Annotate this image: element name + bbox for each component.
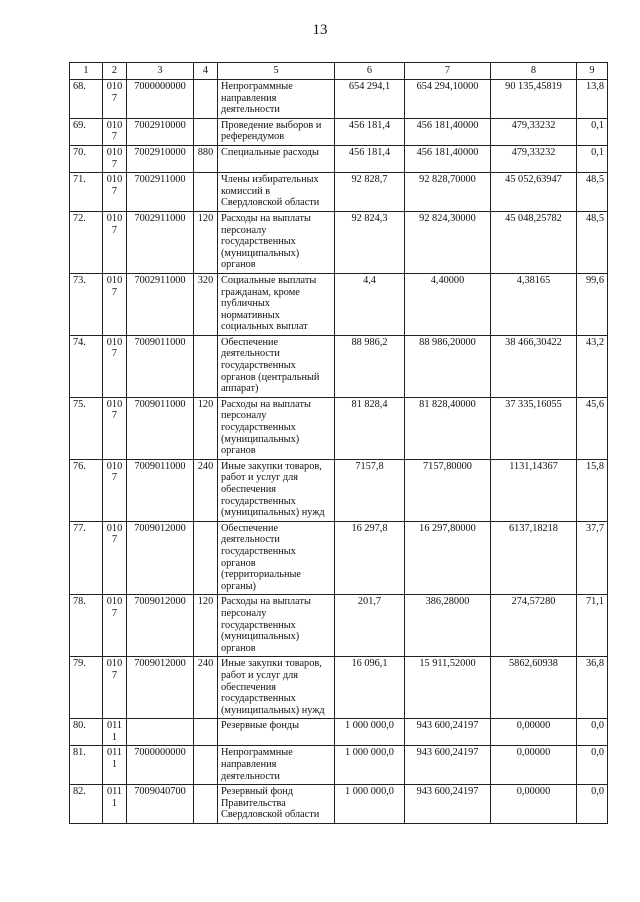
revised-amount-cell: 88 986,20000 — [405, 335, 491, 397]
expense-type-code-cell: 880 — [194, 145, 218, 172]
item-name-cell: Расходы на выплаты персоналу государственных (муниципальных) органов — [218, 595, 335, 657]
execution-percent-cell: 13,8 — [577, 80, 608, 119]
approved-amount-cell: 1 000 000,0 — [335, 719, 405, 746]
target-article-code-cell: 7000000000 — [127, 746, 194, 785]
revised-amount-cell: 943 600,24197 — [405, 719, 491, 746]
item-name-cell: Члены избирательных комиссий в Свердловской области — [218, 173, 335, 212]
column-header: 2 — [103, 63, 127, 80]
execution-percent-cell: 48,5 — [577, 173, 608, 212]
executed-amount-cell: 1131,14367 — [491, 459, 577, 521]
approved-amount-cell: 456 181,4 — [335, 118, 405, 145]
row-number-cell: 77. — [70, 521, 103, 595]
item-name-cell: Проведение выборов и референдумов — [218, 118, 335, 145]
column-header: 4 — [194, 63, 218, 80]
expense-type-code-cell — [194, 335, 218, 397]
approved-amount-cell: 1 000 000,0 — [335, 785, 405, 824]
section-code-cell: 0107 — [103, 335, 127, 397]
revised-amount-cell: 386,28000 — [405, 595, 491, 657]
executed-amount-cell: 90 135,45819 — [491, 80, 577, 119]
revised-amount-cell: 16 297,80000 — [405, 521, 491, 595]
expense-type-code-cell: 240 — [194, 459, 218, 521]
revised-amount-cell: 943 600,24197 — [405, 746, 491, 785]
executed-amount-cell: 0,00000 — [491, 719, 577, 746]
expense-type-code-cell — [194, 80, 218, 119]
column-header: 9 — [577, 63, 608, 80]
executed-amount-cell: 38 466,30422 — [491, 335, 577, 397]
revised-amount-cell: 943 600,24197 — [405, 785, 491, 824]
row-number-cell: 69. — [70, 118, 103, 145]
row-number-cell: 80. — [70, 719, 103, 746]
item-name-cell: Непрограммные направления деятельности — [218, 746, 335, 785]
approved-amount-cell: 92 828,7 — [335, 173, 405, 212]
item-name-cell: Резервные фонды — [218, 719, 335, 746]
expense-type-code-cell: 120 — [194, 397, 218, 459]
execution-percent-cell: 0,1 — [577, 145, 608, 172]
expense-type-code-cell — [194, 173, 218, 212]
expense-type-code-cell: 120 — [194, 595, 218, 657]
target-article-code-cell: 7002911000 — [127, 211, 194, 273]
section-code-cell: 0107 — [103, 657, 127, 719]
item-name-cell: Расходы на выплаты персоналу государственных (муниципальных) органов — [218, 211, 335, 273]
item-name-cell: Иные закупки товаров, работ и услуг для обеспечения государственных (муниципальных) нужд — [218, 459, 335, 521]
item-name-cell: Социальные выплаты гражданам, кроме публичных нормативных социальных выплат — [218, 273, 335, 335]
executed-amount-cell: 4,38165 — [491, 273, 577, 335]
revised-amount-cell: 92 828,70000 — [405, 173, 491, 212]
approved-amount-cell: 81 828,4 — [335, 397, 405, 459]
revised-amount-cell: 92 824,30000 — [405, 211, 491, 273]
column-header: 3 — [127, 63, 194, 80]
target-article-code-cell: 7009012000 — [127, 657, 194, 719]
header-row — [70, 63, 608, 80]
target-article-code-cell — [127, 719, 194, 746]
row-number-cell: 73. — [70, 273, 103, 335]
row-number-cell: 82. — [70, 785, 103, 824]
table-row — [70, 397, 608, 459]
row-number-cell: 71. — [70, 173, 103, 212]
approved-amount-cell: 16 297,8 — [335, 521, 405, 595]
executed-amount-cell: 37 335,16055 — [491, 397, 577, 459]
column-header: 6 — [335, 63, 405, 80]
section-code-cell: 0107 — [103, 211, 127, 273]
executed-amount-cell: 0,00000 — [491, 746, 577, 785]
table-row — [70, 335, 608, 397]
row-number-cell: 81. — [70, 746, 103, 785]
revised-amount-cell: 456 181,40000 — [405, 118, 491, 145]
target-article-code-cell: 7002910000 — [127, 118, 194, 145]
row-number-cell: 68. — [70, 80, 103, 119]
execution-percent-cell: 43,2 — [577, 335, 608, 397]
approved-amount-cell: 16 096,1 — [335, 657, 405, 719]
executed-amount-cell: 45 048,25782 — [491, 211, 577, 273]
row-number-cell: 76. — [70, 459, 103, 521]
executed-amount-cell: 5862,60938 — [491, 657, 577, 719]
table-row — [70, 785, 608, 824]
table-row — [70, 595, 608, 657]
table-row — [70, 746, 608, 785]
page-number: 13 — [312, 22, 328, 38]
executed-amount-cell: 6137,18218 — [491, 521, 577, 595]
item-name-cell: Специальные расходы — [218, 145, 335, 172]
execution-percent-cell: 0,1 — [577, 118, 608, 145]
table-row — [70, 118, 608, 145]
table-row — [70, 273, 608, 335]
item-name-cell: Иные закупки товаров, работ и услуг для обеспечения государственных (муниципальных) нужд — [218, 657, 335, 719]
table-row — [70, 211, 608, 273]
execution-percent-cell: 48,5 — [577, 211, 608, 273]
executed-amount-cell: 45 052,63947 — [491, 173, 577, 212]
column-header: 5 — [218, 63, 335, 80]
execution-percent-cell: 71,1 — [577, 595, 608, 657]
table-row — [70, 80, 608, 119]
row-number-cell: 75. — [70, 397, 103, 459]
row-number-cell: 79. — [70, 657, 103, 719]
section-code-cell: 0107 — [103, 118, 127, 145]
section-code-cell: 0107 — [103, 521, 127, 595]
item-name-cell: Обеспечение деятельности государственных органов (территориальные органы) — [218, 521, 335, 595]
approved-amount-cell: 654 294,1 — [335, 80, 405, 119]
executed-amount-cell: 479,33232 — [491, 145, 577, 172]
expense-type-code-cell: 120 — [194, 211, 218, 273]
section-code-cell: 0107 — [103, 173, 127, 212]
column-header: 8 — [491, 63, 577, 80]
approved-amount-cell: 456 181,4 — [335, 145, 405, 172]
section-code-cell: 0107 — [103, 145, 127, 172]
target-article-code-cell: 7000000000 — [127, 80, 194, 119]
target-article-code-cell: 7002910000 — [127, 145, 194, 172]
item-name-cell: Непрограммные направления деятельности — [218, 80, 335, 119]
revised-amount-cell: 7157,80000 — [405, 459, 491, 521]
approved-amount-cell: 4,4 — [335, 273, 405, 335]
approved-amount-cell: 1 000 000,0 — [335, 746, 405, 785]
section-code-cell: 0111 — [103, 746, 127, 785]
section-code-cell: 0107 — [103, 273, 127, 335]
expense-type-code-cell: 320 — [194, 273, 218, 335]
target-article-code-cell: 7009040700 — [127, 785, 194, 824]
target-article-code-cell: 7009011000 — [127, 335, 194, 397]
item-name-cell: Резервный фонд Правительства Свердловской области — [218, 785, 335, 824]
execution-percent-cell: 45,6 — [577, 397, 608, 459]
column-header: 7 — [405, 63, 491, 80]
approved-amount-cell: 88 986,2 — [335, 335, 405, 397]
revised-amount-cell: 456 181,40000 — [405, 145, 491, 172]
target-article-code-cell: 7009011000 — [127, 397, 194, 459]
expense-type-code-cell: 240 — [194, 657, 218, 719]
expense-type-code-cell — [194, 521, 218, 595]
expense-type-code-cell — [194, 118, 218, 145]
table-row — [70, 173, 608, 212]
expense-type-code-cell — [194, 785, 218, 824]
executed-amount-cell: 274,57280 — [491, 595, 577, 657]
section-code-cell: 0107 — [103, 459, 127, 521]
execution-percent-cell: 0,0 — [577, 746, 608, 785]
revised-amount-cell: 4,40000 — [405, 273, 491, 335]
execution-percent-cell: 15,8 — [577, 459, 608, 521]
item-name-cell: Обеспечение деятельности государственных органов (центральный аппарат) — [218, 335, 335, 397]
expense-type-code-cell — [194, 746, 218, 785]
approved-amount-cell: 201,7 — [335, 595, 405, 657]
execution-percent-cell: 99,6 — [577, 273, 608, 335]
execution-percent-cell: 36,8 — [577, 657, 608, 719]
executed-amount-cell: 0,00000 — [491, 785, 577, 824]
section-code-cell: 0107 — [103, 595, 127, 657]
section-code-cell: 0107 — [103, 397, 127, 459]
table-row — [70, 145, 608, 172]
row-number-cell: 78. — [70, 595, 103, 657]
section-code-cell: 0111 — [103, 719, 127, 746]
target-article-code-cell: 7002911000 — [127, 173, 194, 212]
target-article-code-cell: 7002911000 — [127, 273, 194, 335]
executed-amount-cell: 479,33232 — [491, 118, 577, 145]
budget-table — [69, 62, 608, 824]
approved-amount-cell: 92 824,3 — [335, 211, 405, 273]
item-name-cell: Расходы на выплаты персоналу государственных (муниципальных) органов — [218, 397, 335, 459]
row-number-cell: 70. — [70, 145, 103, 172]
target-article-code-cell: 7009012000 — [127, 521, 194, 595]
target-article-code-cell: 7009011000 — [127, 459, 194, 521]
target-article-code-cell: 7009012000 — [127, 595, 194, 657]
row-number-cell: 74. — [70, 335, 103, 397]
revised-amount-cell: 81 828,40000 — [405, 397, 491, 459]
execution-percent-cell: 0,0 — [577, 719, 608, 746]
execution-percent-cell: 37,7 — [577, 521, 608, 595]
revised-amount-cell: 15 911,52000 — [405, 657, 491, 719]
table-row — [70, 459, 608, 521]
revised-amount-cell: 654 294,10000 — [405, 80, 491, 119]
table-row — [70, 719, 608, 746]
column-header: 1 — [70, 63, 103, 80]
section-code-cell: 0111 — [103, 785, 127, 824]
table-row — [70, 657, 608, 719]
execution-percent-cell: 0,0 — [577, 785, 608, 824]
approved-amount-cell: 7157,8 — [335, 459, 405, 521]
section-code-cell: 0107 — [103, 80, 127, 119]
table-row — [70, 521, 608, 595]
expense-type-code-cell — [194, 719, 218, 746]
row-number-cell: 72. — [70, 211, 103, 273]
